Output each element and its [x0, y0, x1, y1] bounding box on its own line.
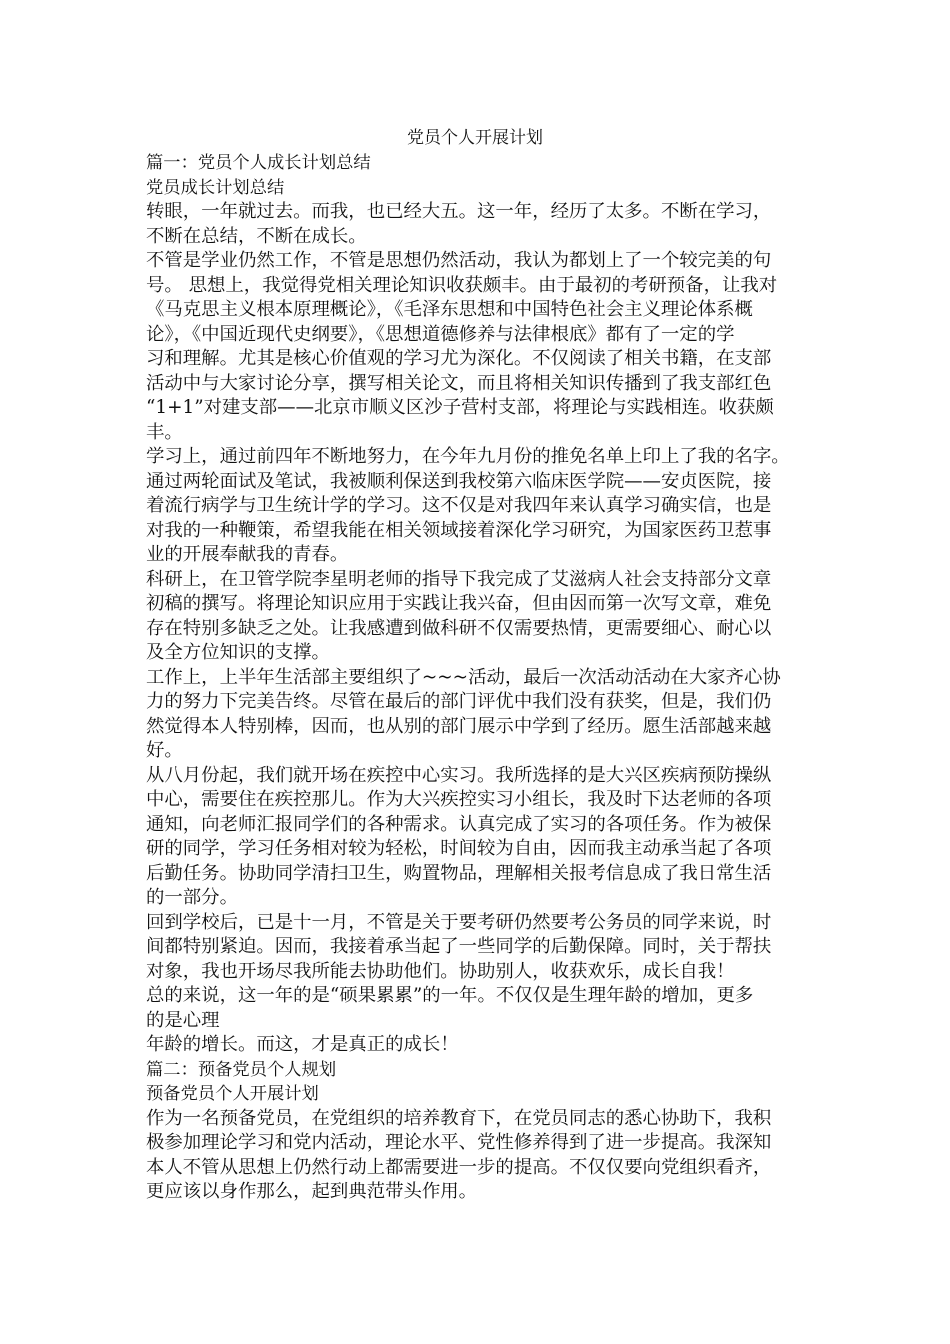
body-text-line: 极参加理论学习和党内活动，理论水平、党性修养得到了进一步提高。我深知 [146, 1132, 772, 1153]
body-text-line: 更应该以身作那么，起到典范带头作用。 [146, 1181, 478, 1202]
body-text-line: 从八月份起，我们就开场在疾控中心实习。我所选择的是大兴区疾病预防操纵 [146, 764, 772, 786]
body-text-line: 活动中与大家讨论分享，撰写相关论文，而且将相关知识传播到了我支部红色 [146, 372, 772, 394]
body-text-line: 及全方位知识的支撑。 [146, 642, 330, 663]
body-text-line: 《马克思主义根本原理概论》，《毛泽东思想和中国特色社会主义理论体系概 [146, 299, 753, 320]
body-text-line: 的是心理 [146, 1009, 220, 1031]
body-text-line: 工作上，上半年生活部主要组织了~~~活动，最后一次活动活动在大家齐心协 [146, 666, 781, 688]
body-text-line: 回到学校后，已是十一月，不管是关于要考研仍然要考公务员的同学来说，时 [146, 911, 772, 933]
body-text-line: 号。 思想上，我觉得党相关理论知识收获颇丰。由于最初的考研预备，让我对 [146, 274, 778, 296]
section-heading: 党员成长计划总结 [146, 177, 285, 198]
body-text-line: “1+1”对建支部——北京市顺义区沙子营村支部，将理论与实践相连。收获颇 [146, 397, 774, 418]
document-title: 党员个人开展计划 [407, 128, 543, 148]
body-text-line: 好。 [146, 740, 183, 761]
section-heading: 篇二：预备党员个人规划 [146, 1059, 337, 1080]
body-text-line: 初稿的撰写。将理论知识应用于实践让我兴奋，但由因而第一次写文章，难免 [146, 593, 772, 614]
body-text-line: 通知，向老师汇报同学们的各种需求。认真完成了实习的各项任务。作为被保 [146, 813, 772, 835]
body-text-line: 年龄的增长。而这，才是真正的成长！ [146, 1034, 459, 1055]
section-heading: 预备党员个人开展计划 [146, 1084, 319, 1104]
body-text-line: 然觉得本人特别棒，因而，也从别的部门展示中学到了经历。愿生活部越来越 [146, 715, 772, 737]
body-text-line: 丰。 [146, 421, 183, 443]
body-text-line: 着流行病学与卫生统计学的学习。这不仅是对我四年来认真学习确实信，也是 [146, 495, 772, 516]
body-text-line: 的一部分。 [146, 887, 238, 908]
section-heading: 篇一：党员个人成长计划总结 [146, 153, 371, 173]
body-text-line: 后勤任务。协助同学清扫卫生，购置物品，理解相关报考信息成了我日常生活 [146, 862, 772, 884]
body-text-line: 不断在总结，不断在成长。 [146, 225, 367, 247]
body-text-line: 转眼，一年就过去。而我，也已经大五。这一年，经历了太多。不断在学习， [146, 201, 772, 222]
body-text-line: 业的开展奉献我的青春。 [146, 544, 349, 565]
body-text-line: 不管是学业仍然工作，不管是思想仍然活动，我认为都划上了一个较完美的句 [146, 250, 772, 271]
body-text-line: 对象，我也开场尽我所能去协助他们。协助别人，收获欢乐，成长自我！ [146, 960, 735, 982]
body-text-line: 中心，需要住在疾控那儿。作为大兴疾控实习小组长，我及时下达老师的各项 [146, 789, 772, 810]
body-text-line: 论》，《中国近现代史纲要》，《思想道德修养与法律根底》都有了一定的学 [146, 323, 735, 345]
body-text-line: 间都特别紧迫。因而，我接着承当起了一些同学的后勤保障。同时，关于帮扶 [146, 936, 772, 957]
body-text-line: 学习上，通过前四年不断地努力，在今年九月份的推免名单上印上了我的名字。 [146, 446, 790, 467]
body-text-line: 对我的一种鞭策，希望我能在相关领域接着深化学习研究，为国家医药卫惹事 [146, 519, 772, 541]
body-text-line: 总的来说，这一年的是“硕果累累”的一年。不仅仅是生理年龄的增加，更多 [146, 985, 754, 1006]
body-text-line: 本人不管从思想上仍然行动上都需要进一步的提高。不仅仅要向党组织看齐， [146, 1156, 772, 1178]
body-text-line: 通过两轮面试及笔试，我被顺利保送到我校第六临床医学院——安贞医院，接 [146, 470, 772, 492]
document-body [146, 151, 818, 1205]
body-text-line: 科研上，在卫管学院李星明老师的指导下我完成了艾滋病人社会支持部分文章 [146, 568, 772, 590]
body-text-line: 习和理解。尤其是核心价值观的学习尤为深化。不仅阅读了相关书籍，在支部 [146, 348, 772, 369]
body-text-line: 力的努力下完美告终。尽管在最后的部门评优中我们没有获奖，但是，我们仍 [146, 691, 772, 712]
body-text-line: 存在特别多缺乏之处。让我感遭到做科研不仅需要热情，更需要细心、耐心以 [146, 617, 772, 639]
body-text-line: 作为一名预备党员，在党组织的培养教育下，在党员同志的悉心协助下，我积 [146, 1107, 772, 1129]
body-text-line: 研的同学，学习任务相对较为轻松，时间较为自由，因而我主动承当起了各项 [146, 838, 772, 859]
